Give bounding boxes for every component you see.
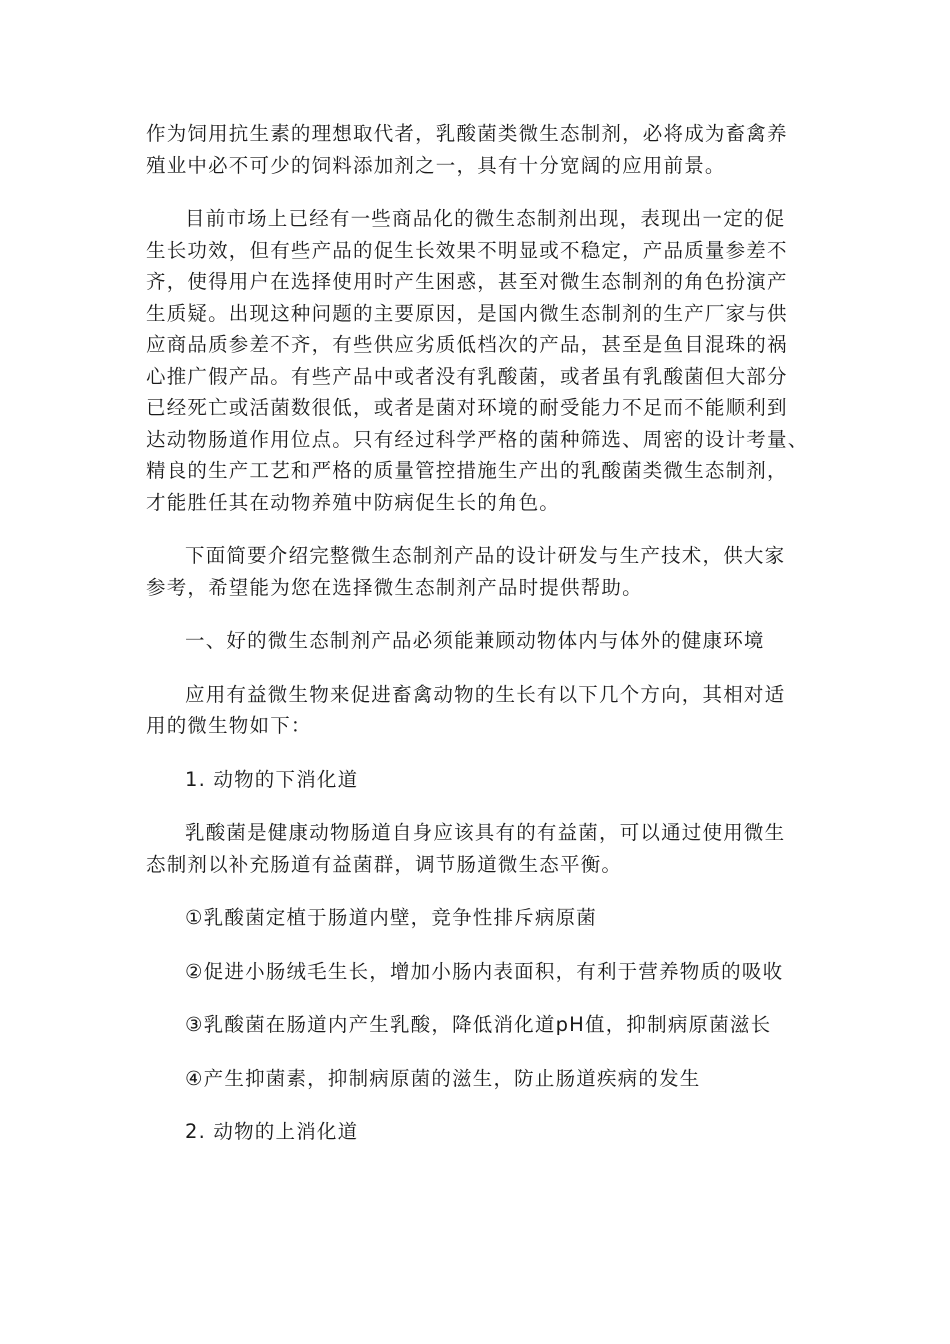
text-line: 生长功效，但有些产品的促生长效果不明显或不稳定，产品质量参差不 [146,238,788,262]
text-line: 才能胜任其在动物养殖中防病促生长的角色。 [146,490,561,514]
list-item-3 [146,1009,806,1041]
section-heading-1 [146,625,806,657]
subheading-text: 2. 动物的上消化道 [185,1120,359,1143]
text-line: 齐，使得用户在选择使用时产生困惑，甚至对微生态制剂的角色扮演产 [146,270,788,293]
text-line: 已经死亡或活菌数很低，或者是菌对环境的耐受能力不足而不能顺利到 [146,396,788,419]
heading-text: 一、好的微生态制剂产品必须能兼顾动物体内与体外的健康环境 [185,629,765,652]
subheading-upper-digestive [146,1116,806,1148]
paragraph-introduction [146,540,806,603]
list-item-text: ①乳酸菌定植于肠道内壁，竞争性排斥病原菌 [185,906,597,929]
text-line: 应商品质参差不齐，有些供应劣质低档次的产品，甚至是鱼目混珠的祸 [146,333,788,356]
list-item-text: ④产生抑菌素，抑制病原菌的滋生，防止肠道疾病的发生 [185,1066,701,1090]
list-item-text: ②促进小肠绒毛生长，增加小肠内表面积，有利于营养物质的吸收 [185,959,784,983]
text-line: 参考，希望能为您在选择微生态制剂产品时提供帮助。 [146,575,643,599]
text-line: 用的微生物如下： [146,714,312,737]
paragraph-intro-continuation [146,118,806,181]
paragraph-market-status [146,203,809,518]
text-line: 精良的生产工艺和严格的质量管控措施生产出的乳酸菌类微生态制剂， [146,459,788,482]
subheading-text: 1. 动物的下消化道 [185,767,359,791]
text-line: 下面简要介绍完整微生态制剂产品的设计研发与生产技术，供大家 [185,544,786,567]
subheading-lower-digestive [146,764,806,796]
list-item-4 [146,1063,806,1095]
list-item-text: ③乳酸菌在肠道内产生乳酸，降低消化道pH值，抑制病原菌滋长 [185,1013,772,1036]
text-line: 作为饲用抗生素的理想取代者，乳酸菌类微生态制剂，必将成为畜禽养 [146,122,788,145]
text-line: 乳酸菌是健康动物肠道自身应该具有的有益菌，可以通过使用微生 [185,821,786,844]
paragraph-directions [146,679,806,742]
document-body [146,118,809,1170]
text-line: 态制剂以补充肠道有益菌群，调节肠道微生态平衡。 [146,852,623,876]
list-item-2 [146,956,806,988]
text-line: 目前市场上已经有一些商品化的微生态制剂出现，表现出一定的促 [185,207,786,230]
text-line: 心推广假产品。有些产品中或者没有乳酸菌，或者虽有乳酸菌但大部分 [146,364,788,388]
paragraph-lactic-acid-bacteria [146,817,806,880]
text-line: 殖业中必不可少的饲料添加剂之一，具有十分宽阔的应用前景。 [146,153,726,177]
list-item-1 [146,902,806,934]
text-line: 应用有益微生物来促进畜禽动物的生长有以下几个方向，其相对适 [185,682,786,706]
text-line: 生质疑。出现这种问题的主要原因，是国内微生态制剂的生产厂家与供 [146,301,788,325]
text-line: 达动物肠道作用位点。只有经过科学严格的菌种筛选、周密的设计考量、 [146,427,809,451]
